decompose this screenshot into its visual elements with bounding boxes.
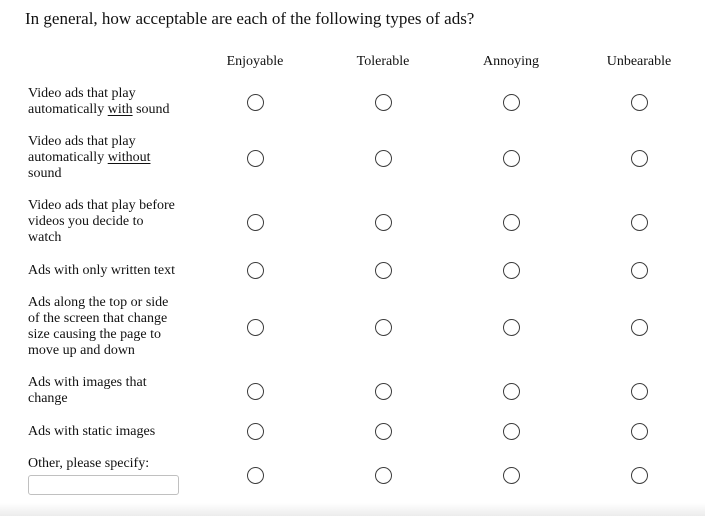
radio-row4-enjoyable[interactable] (247, 262, 264, 279)
page-bottom-shadow (0, 503, 705, 516)
table-row (25, 456, 705, 495)
radio-row4-annoying[interactable] (503, 262, 520, 279)
row-label (25, 263, 191, 279)
radio-row1-enjoyable[interactable] (247, 94, 264, 111)
radio-row3-annoying[interactable] (503, 214, 520, 231)
radio-row2-enjoyable[interactable] (247, 150, 264, 167)
column-header-annoying: Annoying (483, 54, 539, 69)
radio-row6-enjoyable[interactable] (247, 383, 264, 400)
table-row (25, 198, 705, 246)
radio-row4-unbearable[interactable] (631, 262, 648, 279)
table-row (25, 423, 705, 440)
row-label-line: automatically with sound (28, 102, 170, 117)
radio-row5-annoying[interactable] (503, 319, 520, 336)
other-specify-input[interactable] (28, 475, 179, 495)
row-label (25, 375, 191, 407)
radio-row8-tolerable[interactable] (375, 467, 392, 484)
radio-row1-tolerable[interactable] (375, 94, 392, 111)
row-label-line: Ads along the top or side (28, 295, 169, 310)
radio-row4-tolerable[interactable] (375, 262, 392, 279)
column-header-tolerable: Tolerable (356, 54, 410, 69)
radio-row7-annoying[interactable] (503, 423, 520, 440)
radio-row6-unbearable[interactable] (631, 383, 648, 400)
row-label-line: move up and down (28, 343, 135, 358)
table-row (25, 295, 705, 359)
table-row (25, 134, 705, 182)
row-label-line: Ads with only written text (28, 262, 175, 278)
table-row (25, 86, 705, 118)
column-header-row (25, 54, 705, 70)
row-label-line: Ads with static images (28, 423, 156, 439)
column-header-unbearable: Unbearable (606, 54, 672, 69)
radio-row5-tolerable[interactable] (375, 319, 392, 336)
row-label (25, 424, 191, 440)
radio-row3-unbearable[interactable] (631, 214, 648, 231)
row-label (25, 198, 191, 246)
row-label-line: watch (28, 230, 62, 245)
radio-row2-tolerable[interactable] (375, 150, 392, 167)
row-label (25, 295, 191, 359)
row-label (25, 86, 191, 118)
radio-row6-annoying[interactable] (503, 383, 520, 400)
row-label-line: size causing the page to (28, 327, 161, 342)
row-label-line: Video ads that play before (28, 198, 175, 213)
radio-row6-tolerable[interactable] (375, 383, 392, 400)
radio-row5-unbearable[interactable] (631, 319, 648, 336)
radio-row7-enjoyable[interactable] (247, 423, 264, 440)
column-header-enjoyable: Enjoyable (226, 54, 284, 69)
radio-row1-unbearable[interactable] (631, 94, 648, 111)
question-title: In general, how acceptable are each of the following types of ads? (25, 9, 475, 28)
row-label-line: Video ads that play (28, 86, 136, 101)
row-label (25, 134, 191, 182)
radio-row3-enjoyable[interactable] (247, 214, 264, 231)
survey-matrix (25, 86, 705, 495)
row-label-line: videos you decide to (28, 214, 144, 229)
row-label (25, 456, 191, 495)
row-label-line: Ads with images that (28, 375, 147, 390)
radio-row8-annoying[interactable] (503, 467, 520, 484)
row-label-line: Other, please specify: (28, 456, 150, 471)
radio-row7-tolerable[interactable] (375, 423, 392, 440)
radio-row7-unbearable[interactable] (631, 423, 648, 440)
radio-row3-tolerable[interactable] (375, 214, 392, 231)
row-label-line: of the screen that change (28, 311, 168, 326)
row-label-line: Video ads that play (28, 134, 136, 149)
table-row (25, 262, 705, 279)
table-row (25, 375, 705, 407)
radio-row8-enjoyable[interactable] (247, 467, 264, 484)
radio-row2-unbearable[interactable] (631, 150, 648, 167)
radio-row8-unbearable[interactable] (631, 467, 648, 484)
row-label-line: automatically without (28, 150, 151, 165)
radio-row2-annoying[interactable] (503, 150, 520, 167)
row-label-line: sound (28, 166, 62, 181)
radio-row5-enjoyable[interactable] (247, 319, 264, 336)
row-label-line: change (28, 391, 68, 406)
radio-row1-annoying[interactable] (503, 94, 520, 111)
